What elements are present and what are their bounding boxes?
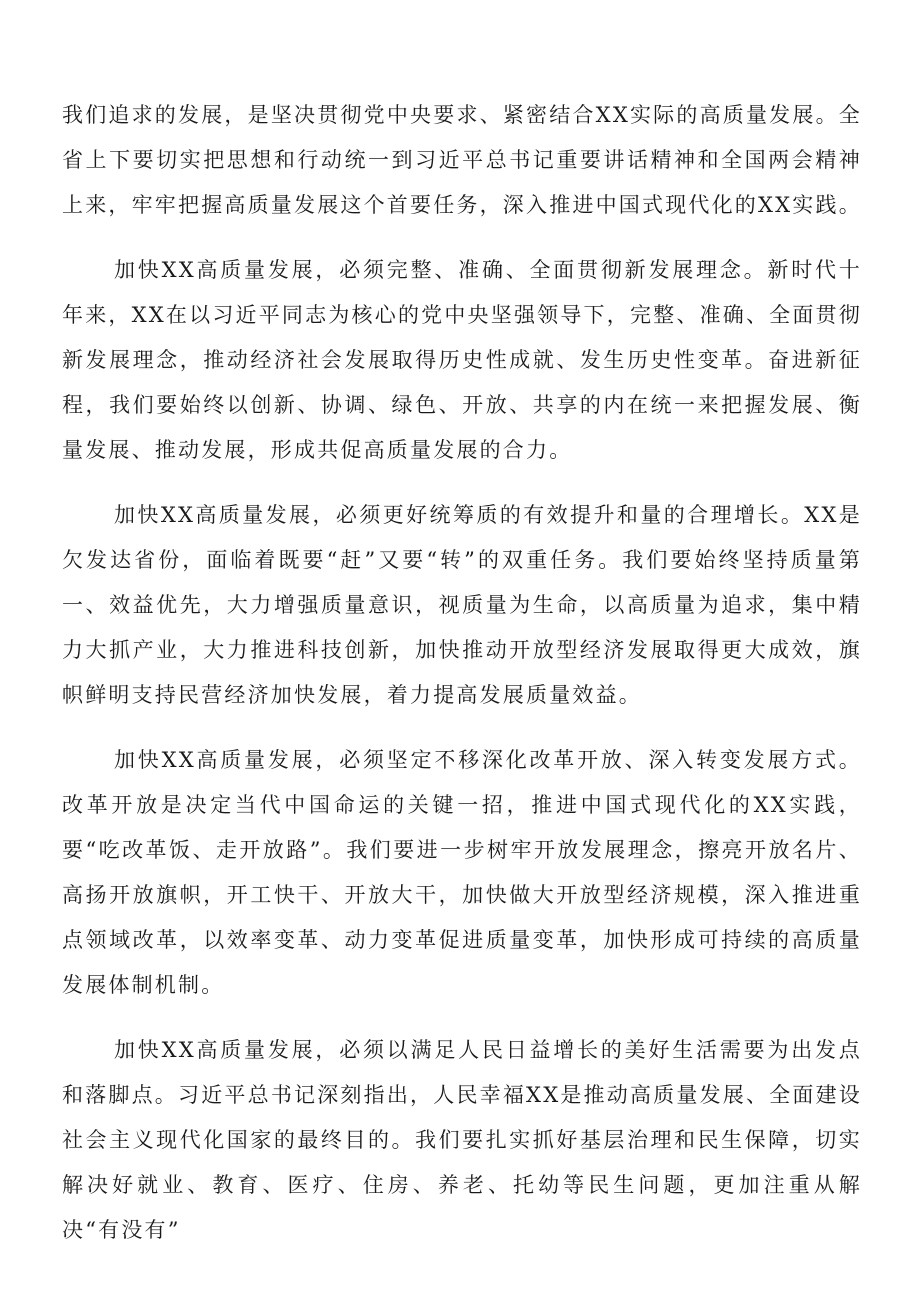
document-page <box>62 93 862 1253</box>
paragraph-quality-and-quantity: 加快XX高质量发展，必须更好统筹质的有效提升和量的合理增长。XX是欠发达省份，面临着既要“赶”又要“转”的双重任务。我们要始终坚持质量第一、效益优先，大力增强质量意识，视质量为生命，以高质量为追求，集中精力大抓产业，大力推进科技创新，加快推动开放型经济发展取得更大成效，旗帜鲜明支持民营经济加快发展，着力提高发展质量效益。 <box>62 503 862 707</box>
paragraph-reform-and-opening: 加快XX高质量发展，必须坚定不移深化改革开放、深入转变发展方式。改革开放是决定当代中国命运的关键一招，推进中国式现代化的XX实践，要“吃改革饭、走开放路”。我们要进一步树牢开放发展理念，擦亮开放名片、高扬开放旗帜，开工快干、开放大干，加快做大开放型经济规模，深入推进重点领域改革，以效率变革、动力变革促进质量变革，加快形成可持续的高质量发展体制机制。 <box>62 748 862 997</box>
paragraph-new-development-concept: 加快XX高质量发展，必须完整、准确、全面贯彻新发展理念。新时代十年来，XX在以习近平同志为核心的党中央坚强领导下，完整、准确、全面贯彻新发展理念，推动经济社会发展取得历史性成就、发生历史性变革。奋进新征程，我们要始终以创新、协调、绿色、开放、共享的内在统一来把握发展、衡量发展、推动发展，形成共促高质量发展的合力。 <box>62 258 862 462</box>
paragraph-intro: 我们追求的发展，是坚决贯彻党中央要求、紧密结合XX实际的高质量发展。全省上下要切实把思想和行动统一到习近平总书记重要讲话精神和全国两会精神上来，牢牢把握高质量发展这个首要任务，深入推进中国式现代化的XX实践。 <box>62 103 862 217</box>
paragraph-people-livelihood: 加快XX高质量发展，必须以满足人民日益增长的美好生活需要为出发点和落脚点。习近平总书记深刻指出，人民幸福XX是推动高质量发展、全面建设社会主义现代化国家的最终目的。我们要扎实抓好基层治理和民生保障，切实解决好就业、教育、医疗、住房、养老、托幼等民生问题，更加注重从解决“有没有” <box>62 1038 862 1242</box>
